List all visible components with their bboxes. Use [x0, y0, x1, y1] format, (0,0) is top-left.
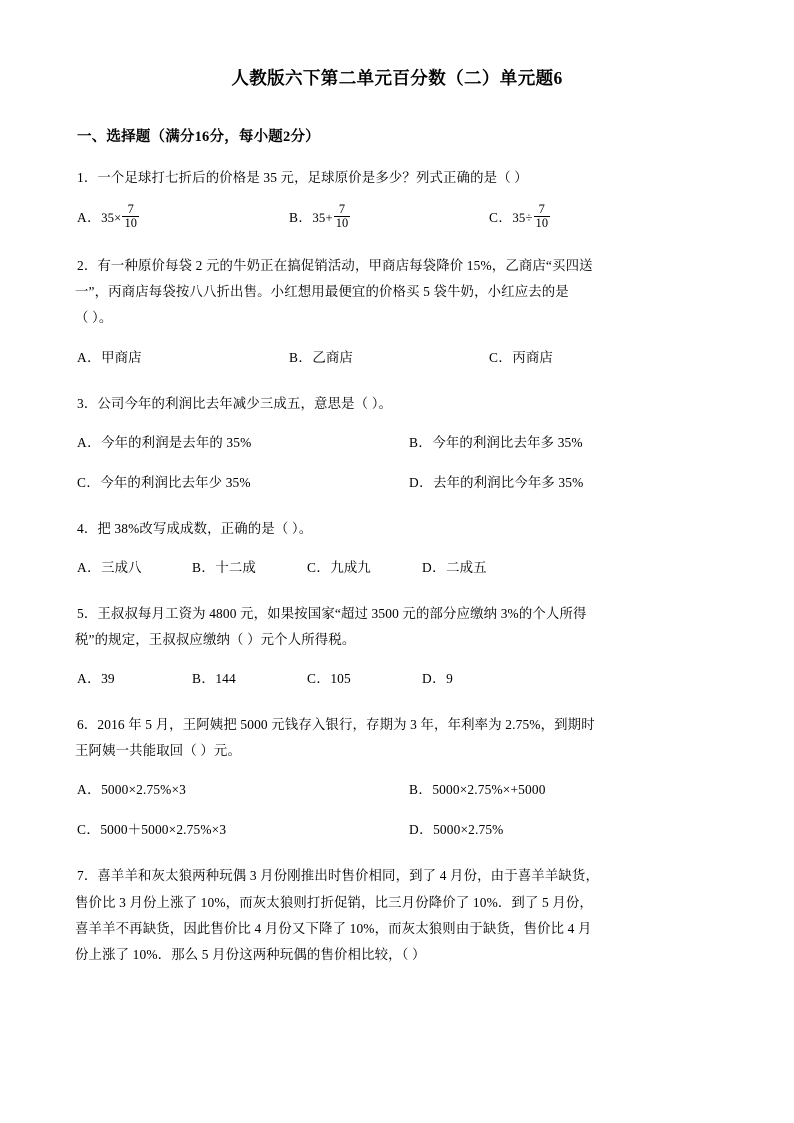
spacer: [77, 332, 728, 345]
option-label: A．: [77, 559, 102, 575]
fraction: [534, 203, 551, 231]
question-3-option-b[interactable]: [409, 430, 583, 456]
spacer: [48, 146, 746, 165]
question-1-stem: 1．一个足球打七折后的价格是 35 元，足球原价是多少？列式正确的是（ ）: [77, 170, 528, 185]
option-text: 乙商店: [312, 349, 353, 365]
question-7-stem-line-4: 份上涨了 10%．那么 5 月份这两种玩偶的售价相比较，（ ）: [75, 946, 426, 962]
question-5-option-a[interactable]: [77, 666, 115, 692]
question-7-stem-line-3: 喜羊羊不再缺货，因此售价比 4 月份又下降了 10%，而灰太狼则由于缺货，售价比 4 月: [75, 920, 592, 936]
question-2-stem-line-3: （ ）。: [75, 310, 113, 326]
spacer: [48, 497, 746, 516]
question-6-option-b[interactable]: [409, 777, 546, 803]
spacer: [77, 457, 728, 470]
option-text: 9: [446, 671, 453, 687]
question-6-option-a[interactable]: [77, 777, 186, 803]
spacer: [77, 191, 728, 204]
question-5-options: [77, 666, 728, 693]
option-text: 甲商店: [101, 349, 142, 365]
option-prefix: 35: [312, 211, 326, 226]
option-label: A．: [77, 434, 102, 450]
spacer: [77, 417, 728, 430]
question-1-option-c[interactable]: [489, 201, 551, 232]
question-5-stem: [77, 601, 728, 653]
fraction-numerator: 7: [538, 201, 546, 216]
question-4: [48, 516, 746, 582]
option-text: 九成九: [330, 559, 371, 575]
spacer: [48, 582, 746, 601]
question-1-option-a[interactable]: [77, 201, 140, 232]
option-label: C．: [307, 671, 331, 687]
option-text: 十二成: [215, 559, 256, 575]
option-text: 三成八: [101, 559, 142, 575]
question-3-options-row-2: [77, 470, 728, 497]
option-prefix: 35: [101, 211, 115, 226]
option-label: B．: [192, 559, 216, 575]
option-text: 5000×2.75%: [433, 822, 504, 838]
option-label: D．: [409, 822, 434, 838]
question-2: [48, 253, 746, 371]
option-prefix: 35: [512, 211, 526, 226]
question-5-option-d[interactable]: [422, 666, 453, 692]
question-2-option-a[interactable]: [77, 345, 142, 371]
option-label: A．: [77, 671, 102, 687]
spacer: [48, 372, 746, 391]
fraction: [122, 203, 139, 231]
question-6: [48, 712, 746, 844]
fraction-denominator: 10: [124, 216, 138, 231]
option-text: 144: [215, 671, 236, 687]
operator-multiply: ×: [114, 211, 122, 226]
question-5-stem-line-2: 税”的规定，王叔叔应缴纳（ ）元个人所得税。: [75, 631, 356, 647]
option-label: B．: [409, 782, 433, 798]
option-text: 39: [101, 671, 115, 687]
question-1-option-b[interactable]: [289, 201, 351, 232]
page-title: 人教版六下第二单元百分数（二）单元题6: [231, 68, 563, 88]
option-text: 5000＋5000×2.75%×3: [100, 822, 227, 838]
spacer: [77, 804, 728, 817]
fraction-numerator: 7: [338, 201, 346, 216]
section-heading-choice: 一、选择题（满分16分，每小题2分）: [77, 129, 320, 145]
question-2-options: [77, 345, 728, 372]
question-4-option-d[interactable]: [422, 555, 487, 581]
fraction-denominator: 10: [335, 216, 349, 231]
question-6-stem-line-1: 6．2016 年 5 月，王阿姨把 5000 元钱存入银行，存期为 3 年，年利率为 2.75%，到期时: [77, 717, 595, 733]
question-7-stem-line-2: 售价比 3 月份上涨了 10%，而灰太狼则打折促销，比三月份降价了 10%．到了 5 月份，: [75, 894, 593, 910]
question-2-option-b[interactable]: [289, 345, 353, 371]
question-1-options: [77, 201, 728, 234]
option-text: 二成五: [446, 559, 487, 575]
question-6-option-d[interactable]: [409, 817, 503, 843]
option-label: A．: [77, 782, 102, 798]
question-6-option-c[interactable]: [77, 817, 226, 843]
option-label: D．: [422, 671, 447, 687]
option-text: 今年的利润比去年少 35%: [100, 474, 251, 490]
option-label: A．: [77, 349, 102, 365]
spacer: [48, 234, 746, 253]
option-label: B．: [289, 349, 313, 365]
option-text: 今年的利润比去年多 35%: [432, 434, 583, 450]
question-6-stem: [77, 712, 728, 764]
question-5-option-c[interactable]: [307, 666, 351, 692]
question-3: [48, 391, 746, 497]
question-4-option-b[interactable]: [192, 555, 256, 581]
option-text: 5000×2.75%×+5000: [432, 782, 546, 798]
spacer: [48, 844, 746, 863]
option-label: C．: [77, 822, 101, 838]
question-2-option-c[interactable]: [489, 345, 553, 371]
fraction-numerator: 7: [127, 201, 134, 216]
question-4-options: [77, 555, 728, 582]
operator-divide: ÷: [525, 211, 533, 226]
question-3-stem: 3．公司今年的利润比去年减少三成五，意思是（ ）。: [77, 395, 393, 411]
question-2-stem-line-1: 2．有一种原价每袋 2 元的牛奶正在搞促销活动，甲商店每袋降价 15%，乙商店“买四送: [77, 258, 593, 274]
question-5-stem-line-1: 5．王叔叔每月工资为 4800 元，如果按国家“超过 3500 元的部分应缴纳 3%的个人所得: [77, 605, 587, 621]
option-text: 105: [330, 671, 351, 687]
option-label: B．: [192, 671, 216, 687]
spacer: [77, 764, 728, 777]
question-7-stem: [77, 863, 728, 968]
operator-plus: +: [325, 211, 333, 226]
question-1: [48, 165, 746, 234]
option-text: 5000×2.75%×3: [101, 782, 187, 798]
question-6-stem-line-2: 王阿姨一共能取回（ ）元。: [75, 743, 241, 759]
question-3-option-d[interactable]: [409, 470, 583, 496]
option-label: C．: [489, 210, 513, 226]
question-4-option-a[interactable]: [77, 555, 142, 581]
question-2-stem: [77, 253, 728, 331]
option-label: A．: [77, 210, 102, 226]
spacer: [77, 653, 728, 666]
question-6-options-row-2: [77, 817, 728, 844]
question-5: [48, 601, 746, 693]
question-6-options-row-1: [77, 777, 728, 804]
fraction-denominator: 10: [535, 216, 549, 231]
option-text: 今年的利润是去年的 35%: [101, 434, 252, 450]
question-3-option-c[interactable]: [77, 470, 251, 496]
option-label: C．: [77, 474, 101, 490]
question-4-option-c[interactable]: [307, 555, 371, 581]
question-4-stem: 4．把 38%改写成成数，正确的是（ ）。: [77, 520, 313, 536]
option-label: D．: [409, 474, 434, 490]
question-7: [48, 863, 746, 968]
option-label: D．: [422, 559, 447, 575]
option-text: 去年的利润比今年多 35%: [433, 474, 584, 490]
question-7-stem-line-1: 7．喜羊羊和灰太狼两种玩偶 3 月份刚推出时售价相同，到了 4 月份，由于喜羊羊缺货，: [77, 868, 599, 884]
question-2-stem-line-2: 一”，丙商店每袋按八八折出售。小红想用最便宜的价格买 5 袋牛奶，小红应去的是: [75, 284, 569, 300]
question-5-option-b[interactable]: [192, 666, 236, 692]
spacer: [48, 693, 746, 712]
question-3-option-a[interactable]: [77, 430, 251, 456]
option-text: 丙商店: [512, 349, 553, 365]
option-label: B．: [409, 434, 433, 450]
option-label: C．: [489, 349, 513, 365]
fraction: [334, 203, 351, 231]
option-label: C．: [307, 559, 331, 575]
spacer: [77, 542, 728, 555]
option-label: B．: [289, 210, 313, 226]
question-3-options-row-1: [77, 430, 728, 457]
